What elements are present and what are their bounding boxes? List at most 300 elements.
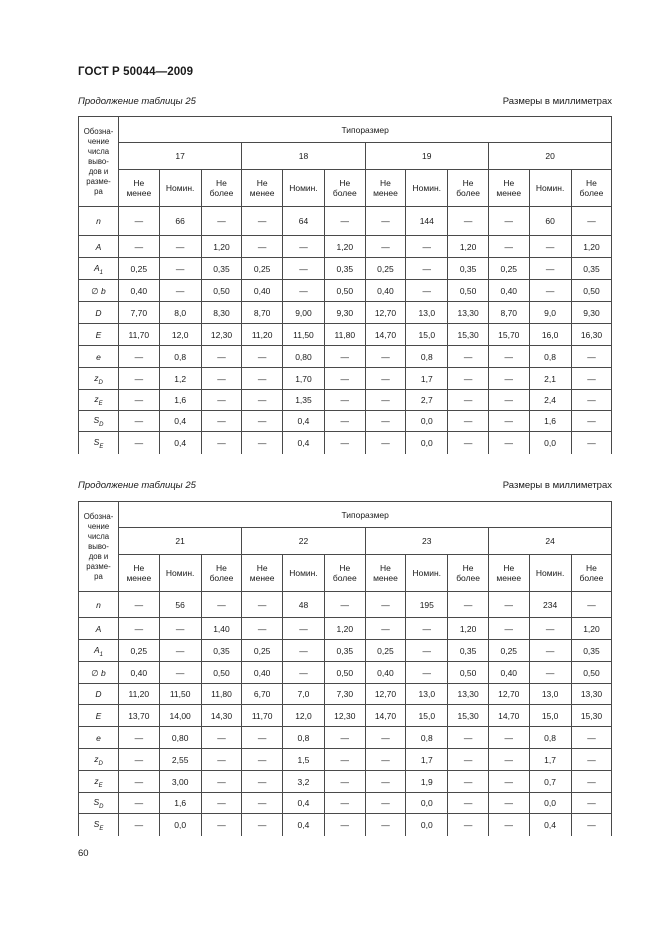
table-cell: 0,0 xyxy=(406,793,448,814)
table-cell: — xyxy=(324,207,365,236)
table-cell: — xyxy=(448,793,489,814)
row-symbol xyxy=(79,324,119,346)
table-cell: — xyxy=(282,662,324,684)
table-cell: — xyxy=(448,814,489,836)
table-cell: 11,50 xyxy=(159,684,201,705)
table-cell: — xyxy=(448,411,489,432)
dimensions-table-1 xyxy=(78,116,612,454)
subcolumn-header-text: Номин. xyxy=(289,183,318,193)
table-cell: 8,70 xyxy=(242,302,283,324)
table-cell: 1,20 xyxy=(324,618,365,640)
table-cell: 13,30 xyxy=(448,684,489,705)
table-cell: — xyxy=(119,771,160,793)
table-row xyxy=(79,793,612,814)
table-cell: — xyxy=(119,411,160,432)
row-symbol-text: S xyxy=(93,818,100,829)
table-cell: — xyxy=(406,258,448,280)
subcolumn-header xyxy=(201,170,242,207)
subcolumn-header xyxy=(365,555,406,592)
table-cell: — xyxy=(159,640,201,662)
table-cell: — xyxy=(365,793,406,814)
table-cell: 0,8 xyxy=(406,727,448,749)
table-cell: 0,50 xyxy=(324,280,365,302)
table-cell: — xyxy=(488,236,529,258)
subcolumn-header xyxy=(282,170,324,207)
table-cell: 15,70 xyxy=(488,324,529,346)
row-symbol xyxy=(79,793,119,814)
table-cell: — xyxy=(242,236,283,258)
table-cell: — xyxy=(529,662,571,684)
table-cell: 60 xyxy=(529,207,571,236)
table-cell: 2,55 xyxy=(159,749,201,771)
size-header: 23 xyxy=(365,528,488,555)
table-cell: — xyxy=(282,618,324,640)
table-cell: — xyxy=(365,618,406,640)
table-cell: 0,35 xyxy=(324,640,365,662)
table-cell: — xyxy=(324,432,365,454)
subcolumn-header xyxy=(529,555,571,592)
subcolumn-header-text: Не более xyxy=(456,563,481,583)
table-cell: — xyxy=(571,411,612,432)
table-cell: — xyxy=(201,432,242,454)
subcolumn-header xyxy=(448,170,489,207)
table-row xyxy=(79,324,612,346)
table-cell: 11,70 xyxy=(119,324,160,346)
subcolumn-header xyxy=(324,170,365,207)
table-cell: 1,20 xyxy=(201,236,242,258)
subcolumn-header xyxy=(242,170,283,207)
page-number: 60 xyxy=(78,848,89,859)
table-cell: 0,40 xyxy=(119,662,160,684)
table-cell: 14,70 xyxy=(488,705,529,727)
table-cell: 0,4 xyxy=(282,411,324,432)
table-cell: 6,70 xyxy=(242,684,283,705)
table-cell: — xyxy=(242,771,283,793)
table-row xyxy=(79,346,612,368)
table-cell: 14,30 xyxy=(201,705,242,727)
row-symbol xyxy=(79,592,119,618)
subcolumn-header-text: Не менее xyxy=(496,178,522,198)
table-cell: 11,80 xyxy=(201,684,242,705)
row-symbol-subscript: 1 xyxy=(99,269,103,276)
subcolumn-header xyxy=(119,170,160,207)
table-cell: — xyxy=(201,346,242,368)
table-cell: — xyxy=(365,814,406,836)
table-cell: — xyxy=(448,368,489,390)
table-cell: 0,8 xyxy=(406,346,448,368)
table-cell: — xyxy=(201,771,242,793)
subcolumn-header-text: Номин. xyxy=(165,183,195,193)
table-cell: — xyxy=(282,258,324,280)
subcolumn-header xyxy=(448,555,489,592)
subcolumn-header xyxy=(488,170,529,207)
table-cell: — xyxy=(282,236,324,258)
typesize-header: Типоразмер xyxy=(119,502,612,528)
table-cell: — xyxy=(201,727,242,749)
table-cell: 0,35 xyxy=(571,258,612,280)
table-cell: 0,8 xyxy=(159,346,201,368)
row-symbol-text: E xyxy=(95,710,102,721)
table-row xyxy=(79,814,612,836)
table-cell: — xyxy=(406,640,448,662)
row-symbol xyxy=(79,814,119,836)
row-symbol xyxy=(79,368,119,390)
table-cell: 13,30 xyxy=(448,302,489,324)
table-cell: 1,6 xyxy=(529,411,571,432)
table-cell: — xyxy=(488,814,529,836)
table-cell: 1,20 xyxy=(571,236,612,258)
subcolumn-header-text: Не более xyxy=(209,178,234,198)
table-cell: — xyxy=(324,346,365,368)
row-symbol xyxy=(79,662,119,684)
table-cell: — xyxy=(324,592,365,618)
table-cell: 12,0 xyxy=(282,705,324,727)
table-cell: 1,20 xyxy=(448,236,489,258)
table-continuation-label: Продолжение таблицы 25 xyxy=(78,480,196,491)
row-symbol-subscript: E xyxy=(99,825,104,832)
table-cell: — xyxy=(242,207,283,236)
subcolumn-header-text: Номин. xyxy=(412,183,442,193)
row-symbol-text: D xyxy=(95,689,102,699)
size-header-row xyxy=(79,143,612,170)
table-cell: — xyxy=(488,618,529,640)
table-cell: — xyxy=(488,368,529,390)
row-symbol xyxy=(79,618,119,640)
subcolumn-header xyxy=(282,555,324,592)
table-cell: 0,25 xyxy=(365,640,406,662)
table-cell: — xyxy=(324,390,365,411)
size-header: 19 xyxy=(365,143,488,170)
table-cell: — xyxy=(488,432,529,454)
table-cell: 0,8 xyxy=(529,727,571,749)
table-cell: — xyxy=(242,727,283,749)
table-cell: 3,00 xyxy=(159,771,201,793)
table-cell: 0,40 xyxy=(119,280,160,302)
header-row xyxy=(79,117,612,143)
table-cell: 0,8 xyxy=(282,727,324,749)
table-cell: 0,50 xyxy=(571,662,612,684)
table-cell: — xyxy=(448,771,489,793)
table-cell: — xyxy=(488,727,529,749)
row-symbol xyxy=(79,302,119,324)
size-header-row xyxy=(79,528,612,555)
table-cell: 16,30 xyxy=(571,324,612,346)
table-cell: 0,4 xyxy=(529,814,571,836)
table-cell: — xyxy=(242,368,283,390)
table-cell: — xyxy=(365,771,406,793)
table-cell: 0,50 xyxy=(571,280,612,302)
table-cell: — xyxy=(201,749,242,771)
table-cell: 1,7 xyxy=(406,749,448,771)
table-cell: 0,50 xyxy=(324,662,365,684)
row-symbol-text: ∅ b xyxy=(91,667,106,678)
table-cell: 0,0 xyxy=(406,411,448,432)
table-cell: 1,40 xyxy=(201,618,242,640)
subcolumn-header-text: Не менее xyxy=(126,563,152,583)
table-cell: 15,30 xyxy=(448,324,489,346)
table-cell: 0,35 xyxy=(324,258,365,280)
row-symbol-text: z xyxy=(94,775,99,786)
table-cell: — xyxy=(159,280,201,302)
row-symbol-text: S xyxy=(93,415,100,425)
table-cell: 13,0 xyxy=(406,302,448,324)
subcolumn-header xyxy=(571,555,612,592)
table-cell: 66 xyxy=(159,207,201,236)
table-cell: — xyxy=(324,814,365,836)
table-cell: — xyxy=(324,411,365,432)
table-cell: 0,40 xyxy=(488,662,529,684)
table-cell: 0,25 xyxy=(242,258,283,280)
size-header: 17 xyxy=(119,143,242,170)
table-cell: 1,2 xyxy=(159,368,201,390)
table-cell: — xyxy=(119,390,160,411)
table-cell: — xyxy=(488,346,529,368)
row-symbol-text: A xyxy=(93,644,100,655)
row-symbol xyxy=(79,207,119,236)
subcolumn-header-row xyxy=(79,170,612,207)
table-cell: — xyxy=(201,793,242,814)
subcolumn-header-text: Не более xyxy=(579,563,604,583)
row-symbol-subscript: E xyxy=(98,401,103,407)
row-symbol xyxy=(79,640,119,662)
designation-header-text: Обозна- чение числа выво- дов и разме- ра xyxy=(83,126,114,196)
table-cell: — xyxy=(119,814,160,836)
table-cell: 2,1 xyxy=(529,368,571,390)
subcolumn-header-text: Не менее xyxy=(373,563,398,583)
table-cell: 2,7 xyxy=(406,390,448,411)
table-cell: 0,0 xyxy=(159,814,201,836)
table-cell: 9,00 xyxy=(282,302,324,324)
row-symbol xyxy=(79,411,119,432)
row-symbol-subscript: D xyxy=(99,804,104,810)
table-cell: 12,70 xyxy=(365,302,406,324)
table-cell: 1,6 xyxy=(159,793,201,814)
row-symbol-text: e xyxy=(96,351,101,362)
size-header: 21 xyxy=(119,528,242,555)
typesize-header: Типоразмер xyxy=(119,117,612,143)
table-cell: 1,6 xyxy=(159,390,201,411)
row-symbol xyxy=(79,771,119,793)
table-cell: 0,4 xyxy=(282,814,324,836)
table-cell: — xyxy=(242,346,283,368)
size-header: 22 xyxy=(242,528,365,555)
table-cell: — xyxy=(365,432,406,454)
table-cell: — xyxy=(488,207,529,236)
table-cell: — xyxy=(119,207,160,236)
table-cell: — xyxy=(406,618,448,640)
table-cell: — xyxy=(571,814,612,836)
table-cell: — xyxy=(282,640,324,662)
table-cell: 7,30 xyxy=(324,684,365,705)
table-cell: — xyxy=(488,749,529,771)
table-cell: 11,50 xyxy=(282,324,324,346)
table-cell: — xyxy=(119,236,160,258)
table-cell: 1,5 xyxy=(282,749,324,771)
table-cell: 9,30 xyxy=(571,302,612,324)
subcolumn-header xyxy=(324,555,365,592)
table-row xyxy=(79,640,612,662)
table-cell: 11,20 xyxy=(119,684,160,705)
subcolumn-header-text: Номин. xyxy=(535,183,565,193)
table-cell: 0,80 xyxy=(159,727,201,749)
table-row xyxy=(79,236,612,258)
table-cell: — xyxy=(448,432,489,454)
table-cell: 0,25 xyxy=(488,640,529,662)
table-cell: — xyxy=(365,411,406,432)
table-cell: 15,30 xyxy=(448,705,489,727)
table-cell: — xyxy=(488,411,529,432)
table-cell: 0,25 xyxy=(488,258,529,280)
table-cell: 13,0 xyxy=(406,684,448,705)
table-cell: 15,0 xyxy=(529,705,571,727)
table-cell: — xyxy=(488,771,529,793)
designation-header xyxy=(79,117,119,207)
table-cell: — xyxy=(406,236,448,258)
table-cell: — xyxy=(571,346,612,368)
table-row xyxy=(79,280,612,302)
table-cell: — xyxy=(365,368,406,390)
subcolumn-header-text: Номин. xyxy=(535,568,565,578)
subcolumn-header xyxy=(201,555,242,592)
table-cell: 13,30 xyxy=(571,684,612,705)
row-symbol xyxy=(79,432,119,454)
document-header: ГОСТ Р 50044—2009 xyxy=(78,66,194,78)
table-cell: — xyxy=(571,727,612,749)
table-cell: 144 xyxy=(406,207,448,236)
table-cell: — xyxy=(571,749,612,771)
size-header: 18 xyxy=(242,143,365,170)
table-cell: — xyxy=(201,207,242,236)
table-cell: — xyxy=(242,411,283,432)
table-cell: 195 xyxy=(406,592,448,618)
row-symbol-subscript: E xyxy=(99,443,104,450)
table-row xyxy=(79,258,612,280)
row-symbol-subscript: 1 xyxy=(99,651,103,658)
subcolumn-header xyxy=(529,170,571,207)
table-cell: 1,20 xyxy=(571,618,612,640)
row-symbol-subscript: D xyxy=(98,379,103,386)
table-cell: 0,50 xyxy=(448,662,489,684)
subcolumn-header-text: Не менее xyxy=(249,563,275,583)
table-row xyxy=(79,302,612,324)
table-cell: 56 xyxy=(159,592,201,618)
table-cell: — xyxy=(488,592,529,618)
table-cell: 12,30 xyxy=(201,324,242,346)
table-cell: — xyxy=(324,793,365,814)
table-row xyxy=(79,207,612,236)
table-cell: 0,0 xyxy=(529,793,571,814)
table-cell: 0,0 xyxy=(406,814,448,836)
subcolumn-header-text: Не менее xyxy=(373,178,398,198)
table-cell: — xyxy=(119,592,160,618)
subcolumn-header xyxy=(488,555,529,592)
table-cell: 0,40 xyxy=(365,280,406,302)
table-cell: 1,7 xyxy=(529,749,571,771)
table-cell: — xyxy=(119,727,160,749)
row-symbol xyxy=(79,346,119,368)
table-cell: 11,70 xyxy=(242,705,283,727)
table-cell: 12,0 xyxy=(159,324,201,346)
size-header: 20 xyxy=(488,143,611,170)
table-cell: — xyxy=(406,280,448,302)
table-cell: — xyxy=(448,727,489,749)
table-cell: 0,25 xyxy=(119,640,160,662)
table-cell: — xyxy=(242,390,283,411)
table-cell: 0,25 xyxy=(119,258,160,280)
table-cell: — xyxy=(448,749,489,771)
table-cell: 0,35 xyxy=(201,258,242,280)
row-symbol-text: n xyxy=(96,216,101,226)
table-cell: — xyxy=(242,618,283,640)
row-symbol-text: D xyxy=(95,307,102,318)
table-cell: — xyxy=(242,749,283,771)
table-cell: — xyxy=(571,432,612,454)
row-symbol-text: A xyxy=(95,623,102,634)
table-cell: 2,4 xyxy=(529,390,571,411)
table-cell: — xyxy=(488,390,529,411)
table-caption-2 xyxy=(78,480,612,494)
row-symbol-text: A xyxy=(93,262,100,273)
table-cell: 16,0 xyxy=(529,324,571,346)
table-cell: 8,0 xyxy=(159,302,201,324)
table-cell: 0,40 xyxy=(242,280,283,302)
row-symbol-subscript: D xyxy=(99,422,104,428)
table-cell: 0,0 xyxy=(406,432,448,454)
table-cell: 0,7 xyxy=(529,771,571,793)
row-symbol-subscript: D xyxy=(98,760,103,767)
subcolumn-header-text: Не более xyxy=(579,178,604,198)
table-cell: 0,8 xyxy=(529,346,571,368)
table-cell: 0,25 xyxy=(365,258,406,280)
subcolumn-header xyxy=(119,555,160,592)
table-cell: 14,00 xyxy=(159,705,201,727)
table-cell: — xyxy=(529,280,571,302)
subcolumn-header xyxy=(406,170,448,207)
table-cell: 8,70 xyxy=(488,302,529,324)
subcolumn-header-text: Номин. xyxy=(165,568,195,578)
row-symbol xyxy=(79,749,119,771)
table-row xyxy=(79,618,612,640)
table-cell: — xyxy=(365,727,406,749)
table-row xyxy=(79,684,612,705)
table-cell: 9,0 xyxy=(529,302,571,324)
table-cell: — xyxy=(571,592,612,618)
table-cell: 9,30 xyxy=(324,302,365,324)
row-symbol xyxy=(79,258,119,280)
table-cell: 0,35 xyxy=(201,640,242,662)
row-symbol-text: z xyxy=(94,372,99,383)
table-cell: 0,0 xyxy=(529,432,571,454)
table-cell: — xyxy=(529,618,571,640)
designation-header-text: Обозна- чение числа выво- дов и разме- ра xyxy=(83,511,114,581)
table-cell: 1,20 xyxy=(448,618,489,640)
table-cell: — xyxy=(571,793,612,814)
row-symbol-text: n xyxy=(96,599,101,610)
table-cell: — xyxy=(242,814,283,836)
header-row xyxy=(79,502,612,528)
table-row xyxy=(79,592,612,618)
table-cell: — xyxy=(159,236,201,258)
table-caption-1 xyxy=(78,96,612,110)
table-cell: — xyxy=(324,749,365,771)
table-cell: — xyxy=(282,280,324,302)
table-cell: 12,70 xyxy=(365,684,406,705)
table-cell: — xyxy=(242,432,283,454)
table-cell: 48 xyxy=(282,592,324,618)
size-header: 24 xyxy=(488,528,611,555)
subcolumn-header-text: Не более xyxy=(456,178,481,198)
row-symbol xyxy=(79,236,119,258)
